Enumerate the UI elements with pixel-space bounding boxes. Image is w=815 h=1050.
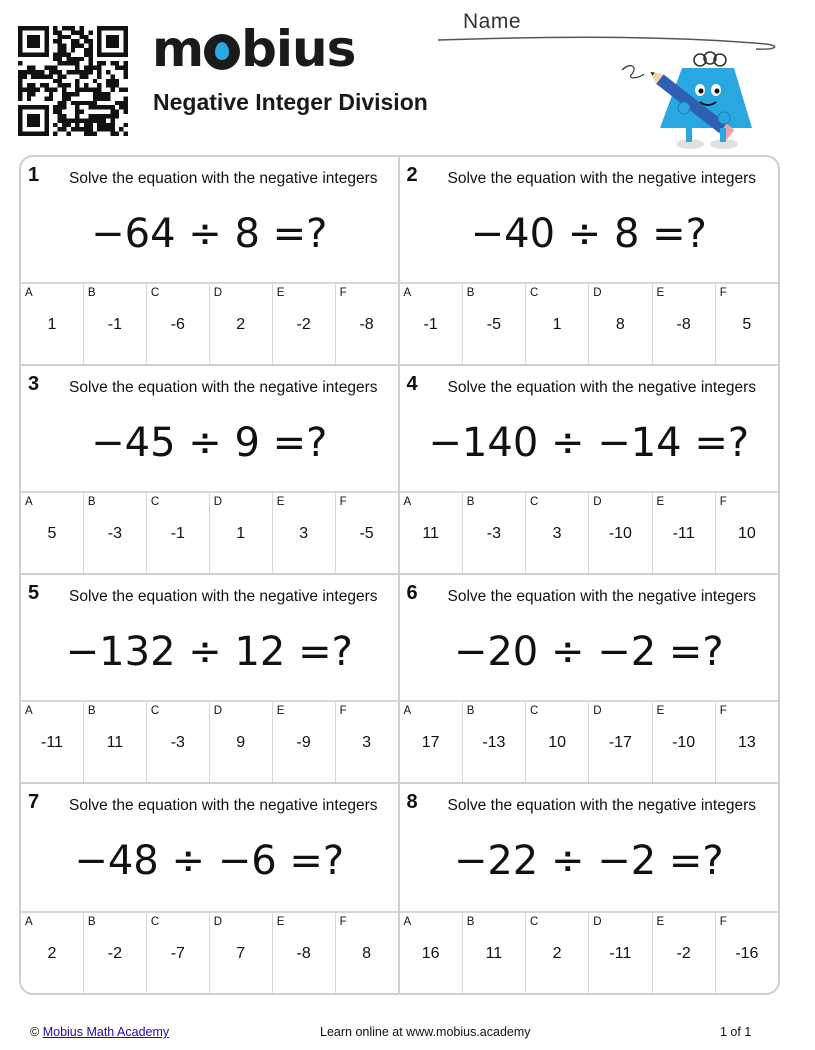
problem-prompt: Solve the equation with the negative integers <box>69 170 378 187</box>
answer-option[interactable] <box>336 702 398 782</box>
answer-option[interactable] <box>653 284 716 364</box>
answer-option[interactable] <box>400 493 463 573</box>
answer-letter: A <box>403 705 412 717</box>
answer-value: -5 <box>359 525 374 542</box>
answer-choices <box>21 491 398 573</box>
answer-option[interactable] <box>589 284 652 364</box>
answer-letter: F <box>339 287 347 299</box>
answer-option[interactable] <box>336 913 398 993</box>
answer-letter: F <box>339 916 347 928</box>
answer-letter: C <box>150 287 160 299</box>
answer-letter: E <box>656 916 665 928</box>
answer-option[interactable] <box>21 702 84 782</box>
answer-value: 3 <box>552 525 562 542</box>
answer-value: 2 <box>47 945 57 962</box>
answer-letter: D <box>213 705 223 717</box>
problem-card <box>21 366 400 575</box>
qr-code <box>18 26 128 136</box>
answer-choices <box>400 491 779 573</box>
answer-value: -11 <box>40 734 63 751</box>
problem-prompt: Solve the equation with the negative integers <box>447 379 756 396</box>
answer-value: 10 <box>737 525 756 542</box>
answer-value: -1 <box>107 316 122 333</box>
answer-option[interactable] <box>526 493 589 573</box>
problem-equation: −40 ÷ 8 =? <box>470 211 707 257</box>
answer-option[interactable] <box>147 702 210 782</box>
answer-letter: B <box>87 287 96 299</box>
answer-option[interactable] <box>84 493 147 573</box>
problem-equation: −64 ÷ 8 =? <box>91 211 328 257</box>
answer-value: -1 <box>423 316 438 333</box>
answer-value: 3 <box>362 734 372 751</box>
answer-value: -17 <box>608 734 632 751</box>
problem-prompt: Solve the equation with the negative integers <box>447 588 756 605</box>
answer-letter: E <box>276 287 285 299</box>
answer-letter: A <box>25 496 33 508</box>
answer-letter: C <box>150 916 160 928</box>
answer-letter: C <box>150 705 160 717</box>
answer-letter: F <box>339 705 347 717</box>
problem-card <box>400 157 779 366</box>
answer-value: 17 <box>421 734 440 751</box>
problem-prompt: Solve the equation with the negative integers <box>69 797 378 814</box>
answer-value: 11 <box>106 734 124 751</box>
problem-equation: −22 ÷ −2 =? <box>453 838 724 884</box>
problem-equation: −48 ÷ −6 =? <box>74 838 345 884</box>
answer-letter: C <box>530 705 539 717</box>
problem-prompt: Solve the equation with the negative integers <box>447 170 756 187</box>
mascot-pencil-character-icon <box>612 48 762 158</box>
answer-value: -16 <box>735 945 759 962</box>
answer-option[interactable] <box>463 702 526 782</box>
answer-value: 8 <box>362 945 372 962</box>
problem-card <box>21 575 400 784</box>
answer-value: 13 <box>737 734 756 751</box>
answer-letter: F <box>339 496 347 508</box>
answer-option[interactable] <box>463 284 526 364</box>
footer-learn-online: Learn online at www.mobius.academy <box>320 1025 531 1039</box>
problem-number: 7 <box>28 791 40 813</box>
answer-value: 5 <box>742 316 752 333</box>
answer-value: 11 <box>485 945 503 962</box>
problem-equation: −140 ÷ −14 =? <box>428 420 750 466</box>
answer-letter: F <box>719 705 727 717</box>
worksheet-title: Negative Integer Division <box>153 89 428 115</box>
problem-card <box>21 157 400 366</box>
answer-value: -3 <box>486 525 501 542</box>
answer-option[interactable] <box>84 913 147 993</box>
answer-option[interactable] <box>21 493 84 573</box>
answer-choices <box>21 282 398 364</box>
answer-letter: D <box>593 916 602 928</box>
answer-option[interactable] <box>526 913 589 993</box>
answer-option[interactable] <box>400 913 463 993</box>
answer-value: -2 <box>296 316 311 333</box>
answer-value: -3 <box>107 525 122 542</box>
answer-option[interactable] <box>653 702 716 782</box>
answer-option[interactable] <box>84 702 147 782</box>
problem-equation: −45 ÷ 9 =? <box>91 420 328 466</box>
problem-equation: −132 ÷ 12 =? <box>65 629 353 675</box>
answer-option[interactable] <box>526 702 589 782</box>
answer-letter: A <box>403 496 412 508</box>
answer-letter: B <box>466 496 475 508</box>
problem-number: 8 <box>406 791 418 813</box>
answer-value: 1 <box>552 316 562 333</box>
answer-value: -5 <box>486 316 501 333</box>
answer-value: 5 <box>47 525 57 542</box>
problem-number: 1 <box>28 164 40 186</box>
answer-value: -10 <box>672 734 696 751</box>
answer-letter: A <box>25 287 33 299</box>
answer-option[interactable] <box>463 913 526 993</box>
answer-letter: D <box>593 705 602 717</box>
answer-value: -11 <box>609 945 632 962</box>
answer-letter: D <box>593 496 602 508</box>
answer-option[interactable] <box>21 913 84 993</box>
answer-value: -8 <box>296 945 311 962</box>
answer-option[interactable] <box>336 284 398 364</box>
answer-letter: B <box>466 287 475 299</box>
problem-prompt: Solve the equation with the negative integers <box>447 797 756 814</box>
answer-option[interactable] <box>716 702 778 782</box>
answer-value: -11 <box>672 525 695 542</box>
answer-letter: D <box>213 496 223 508</box>
answer-letter: C <box>150 496 160 508</box>
answer-value: 8 <box>615 316 625 333</box>
answer-option[interactable] <box>84 284 147 364</box>
problem-prompt: Solve the equation with the negative integers <box>69 588 378 605</box>
answer-option[interactable] <box>589 913 652 993</box>
answer-value: -10 <box>608 525 632 542</box>
answer-option[interactable] <box>716 284 778 364</box>
answer-letter: F <box>719 496 727 508</box>
answer-letter: A <box>403 916 412 928</box>
answer-letter: F <box>719 916 727 928</box>
answer-value: 7 <box>236 945 246 962</box>
answer-letter: B <box>466 916 475 928</box>
answer-option[interactable] <box>147 913 210 993</box>
problem-card <box>21 784 400 993</box>
answer-option[interactable] <box>653 913 716 993</box>
answer-letter: C <box>530 287 539 299</box>
answer-letter: E <box>656 496 665 508</box>
answer-option[interactable] <box>147 493 210 573</box>
problem-number: 2 <box>406 164 418 186</box>
answer-choices <box>400 282 779 364</box>
answer-option[interactable] <box>589 702 652 782</box>
answer-letter: A <box>403 287 412 299</box>
footer-copyright: © Mobius Math Academy <box>30 1025 170 1039</box>
answer-option[interactable] <box>273 493 336 573</box>
problems-grid <box>19 155 780 995</box>
answer-letter: C <box>530 496 539 508</box>
answer-option[interactable] <box>336 493 398 573</box>
answer-letter: D <box>213 287 223 299</box>
problem-number: 6 <box>406 582 418 604</box>
problem-card <box>400 784 779 993</box>
problem-number: 5 <box>28 582 40 604</box>
answer-letter: B <box>87 705 96 717</box>
answer-value: -8 <box>359 316 374 333</box>
answer-letter: E <box>656 287 665 299</box>
answer-letter: B <box>87 916 96 928</box>
answer-value: 2 <box>552 945 562 962</box>
answer-option[interactable] <box>210 284 273 364</box>
answer-option[interactable] <box>210 702 273 782</box>
problem-prompt: Solve the equation with the negative integers <box>69 379 378 396</box>
answer-value: -6 <box>170 316 185 333</box>
answer-letter: F <box>719 287 727 299</box>
answer-value: 16 <box>421 945 440 962</box>
answer-value: -2 <box>107 945 122 962</box>
problem-card <box>400 366 779 575</box>
answer-value: 2 <box>236 316 246 333</box>
answer-option[interactable] <box>716 913 778 993</box>
answer-value: 11 <box>422 525 439 542</box>
answer-option[interactable] <box>147 284 210 364</box>
answer-value: 1 <box>47 316 57 333</box>
problem-card <box>400 575 779 784</box>
answer-letter: E <box>276 916 285 928</box>
answer-option[interactable] <box>653 493 716 573</box>
answer-choices <box>21 911 398 993</box>
logo-drop-icon <box>204 34 240 70</box>
answer-option[interactable] <box>463 493 526 573</box>
brand-logo: m bius <box>152 20 356 78</box>
answer-option[interactable] <box>273 284 336 364</box>
answer-option[interactable] <box>21 284 84 364</box>
answer-choices <box>21 700 398 782</box>
page-number: 1 of 1 <box>720 1025 752 1039</box>
answer-choices <box>400 700 779 782</box>
answer-option[interactable] <box>400 702 463 782</box>
answer-option[interactable] <box>273 913 336 993</box>
problem-number: 4 <box>406 373 418 395</box>
answer-letter: B <box>466 705 475 717</box>
answer-value: 9 <box>236 734 246 751</box>
problem-number: 3 <box>28 373 40 395</box>
answer-option[interactable] <box>210 913 273 993</box>
answer-letter: E <box>276 496 285 508</box>
name-label: Name <box>463 10 522 33</box>
answer-letter: A <box>25 705 33 717</box>
answer-value: 1 <box>236 525 246 542</box>
mobius-academy-link[interactable]: Mobius Math Academy <box>42 1025 170 1039</box>
answer-letter: E <box>656 705 665 717</box>
answer-letter: A <box>25 916 33 928</box>
answer-option[interactable] <box>526 284 589 364</box>
answer-value: -1 <box>170 525 185 542</box>
problem-equation: −20 ÷ −2 =? <box>453 629 724 675</box>
answer-option[interactable] <box>210 493 273 573</box>
answer-value: -7 <box>170 945 185 962</box>
answer-value: 10 <box>548 734 567 751</box>
answer-value: -3 <box>170 734 185 751</box>
answer-value: -2 <box>676 945 691 962</box>
answer-letter: E <box>276 705 285 717</box>
answer-letter: D <box>593 287 602 299</box>
answer-option[interactable] <box>716 493 778 573</box>
answer-letter: D <box>213 916 223 928</box>
answer-value: 3 <box>299 525 309 542</box>
answer-value: -13 <box>482 734 506 751</box>
answer-letter: B <box>87 496 96 508</box>
answer-value: -8 <box>676 316 691 333</box>
answer-option[interactable] <box>273 702 336 782</box>
answer-letter: C <box>530 916 539 928</box>
answer-option[interactable] <box>589 493 652 573</box>
answer-option[interactable] <box>400 284 463 364</box>
answer-value: -9 <box>296 734 311 751</box>
answer-choices <box>400 911 779 993</box>
